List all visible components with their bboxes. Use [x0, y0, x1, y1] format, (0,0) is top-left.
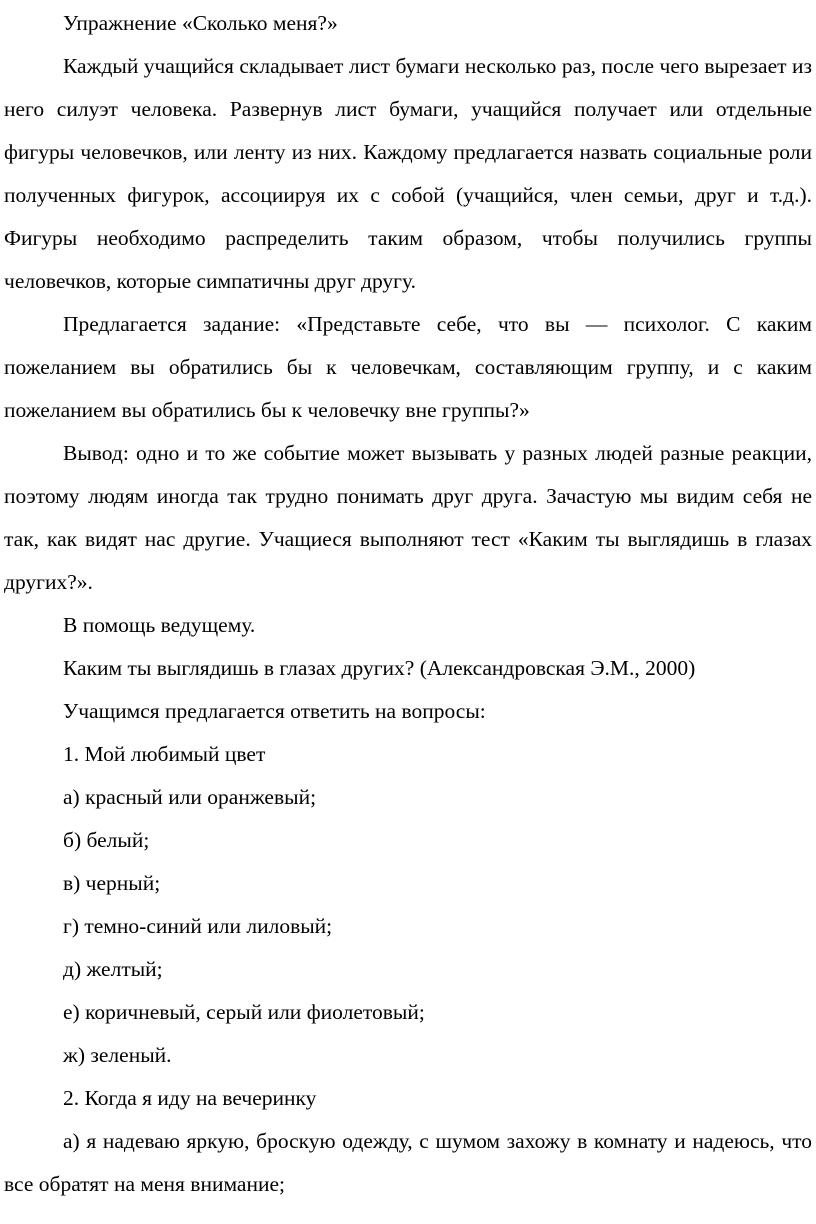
- question-1-option-g: г) темно-синий или лиловый;: [63, 914, 333, 938]
- question-2: 2. Когда я иду на вечеринку: [63, 1086, 317, 1110]
- question-2-option-a: а) я надеваю яркую, броскую одежду, с шумом захожу в комнату и надеюсь, что все обратят на меня внимание;: [4, 1129, 812, 1196]
- question-1-option-d: д) желтый;: [63, 957, 163, 981]
- question-1: 1. Мой любимый цвет: [63, 742, 266, 766]
- question-1-option-e: е) коричневый, серый или фиолетовый;: [63, 1000, 425, 1024]
- exercise-title: Упражнение «Сколько меня?»: [63, 11, 338, 35]
- question-1-option-zh: ж) зеленый.: [63, 1043, 172, 1067]
- question-1-option-b: б) белый;: [63, 828, 150, 852]
- exercise-description-paragraph: Каждый учащийся складывает лист бумаги несколько раз, после чего вырезает из него силуэт человека. Развернув лист бумаги, учащийся получает или отдельные фигуры человечков, или ленту из них. Каждому предлагается назвать социальные роли полученных фигурок, ассоциируя их с собой (учащийся, член семьи, друг и т.д.). Фигуры необходимо распределить таким образом, чтобы получились группы человечков, которые симпатичны друг другу.: [4, 54, 812, 293]
- task-paragraph: Предлагается задание: «Представьте себе, что вы — психолог. С каким пожеланием вы обратились бы к человечкам, составляющим группу, и с каким пожеланием вы обратились бы к человечку вне группы?»: [4, 312, 812, 422]
- question-1-option-v: в) черный;: [63, 871, 161, 895]
- question-1-option-a: а) красный или оранжевый;: [63, 785, 317, 809]
- test-title: Каким ты выглядишь в глазах других? (Александровская Э.М., 2000): [63, 656, 696, 680]
- conclusion-paragraph: Вывод: одно и то же событие может вызывать у разных людей разные реакции, поэтому людям иногда так трудно понимать друг друга. Зачастую мы видим себя не так, как видят нас другие. Учащиеся выполняют тест «Каким ты выглядишь в глазах других?».: [4, 441, 812, 594]
- test-instruction: Учащимся предлагается ответить на вопросы:: [63, 699, 486, 723]
- facilitator-help-heading: В помощь ведущему.: [63, 613, 256, 637]
